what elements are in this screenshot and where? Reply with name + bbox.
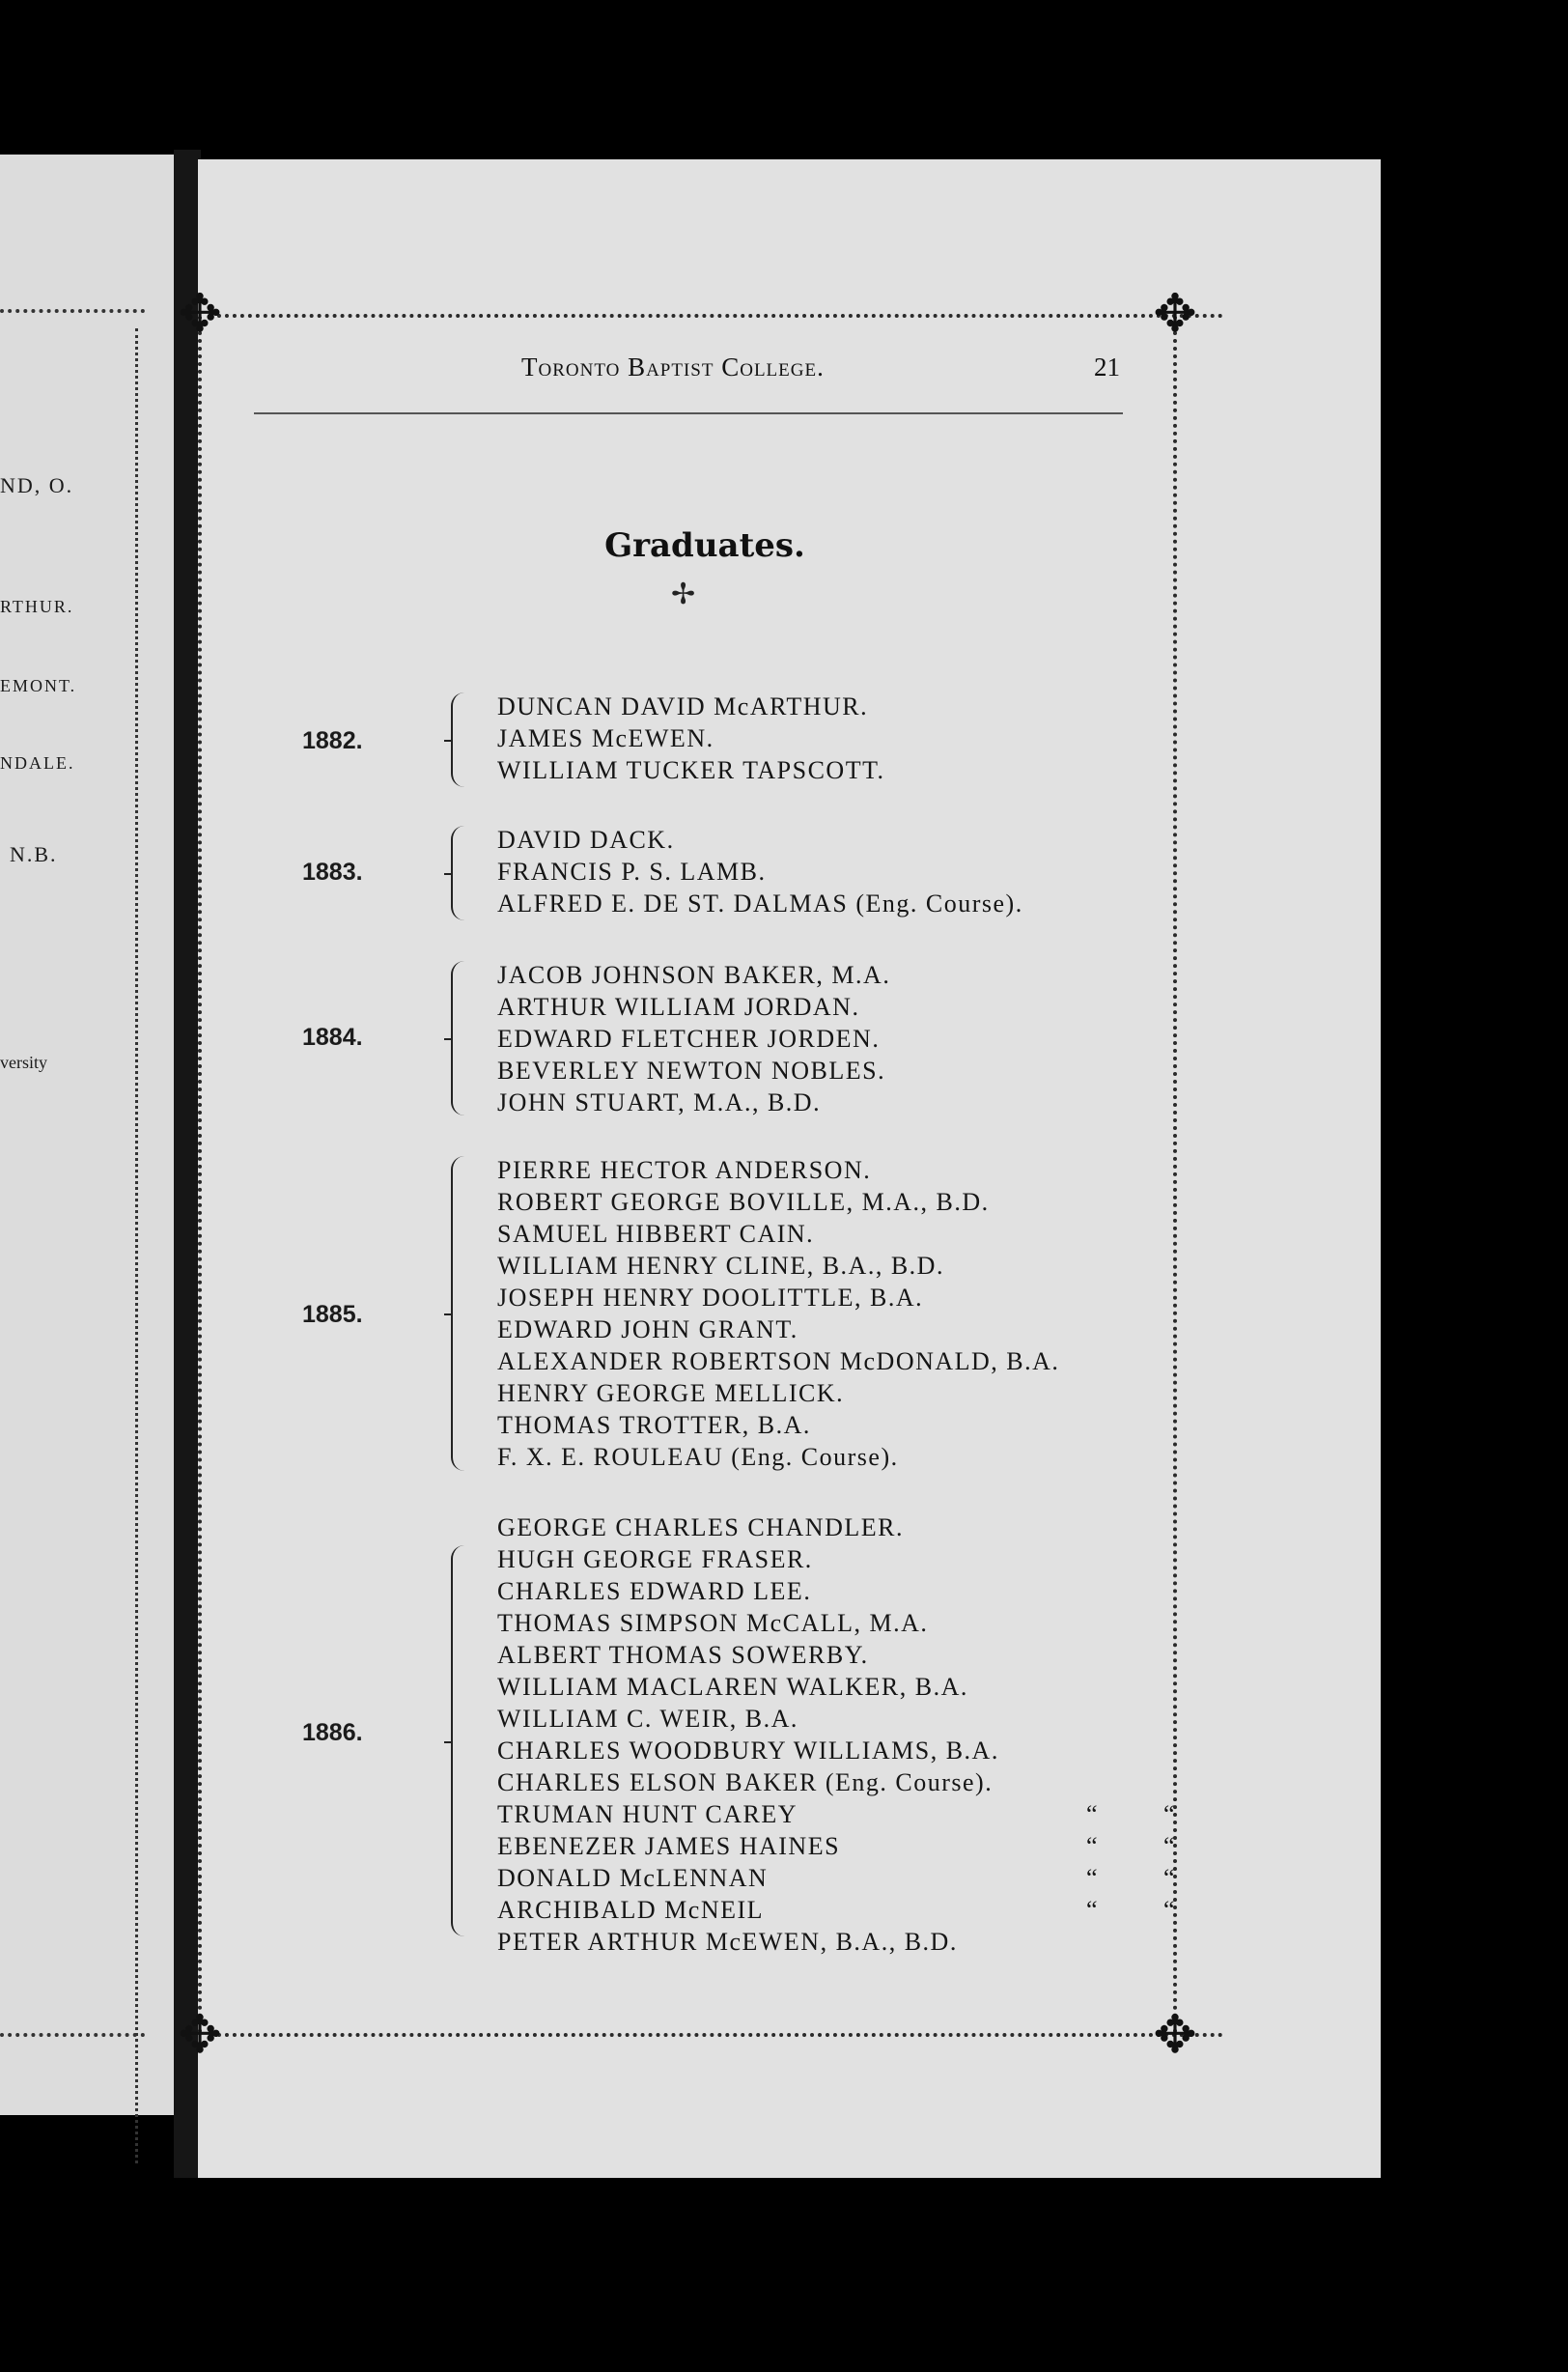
graduate-name: CHARLES WOODBURY WILLIAMS, B.A. — [497, 1737, 999, 1765]
ditto-mark: “ — [1086, 1864, 1100, 1892]
graduation-year: 1884. — [302, 1024, 363, 1051]
ditto-mark: “ — [1086, 1896, 1100, 1924]
graduate-name: ARTHUR WILLIAM JORDAN. — [497, 993, 860, 1021]
graduate-name: HENRY GEORGE MELLICK. — [497, 1379, 845, 1407]
graduate-name: PETER ARTHUR McEWEN, B.A., B.D. — [497, 1928, 958, 1956]
graduate-name: ARCHIBALD McNEIL — [497, 1896, 765, 1924]
fleuron-cross-icon: ✥ — [1153, 2006, 1197, 2064]
ditto-mark: “ — [1086, 1832, 1100, 1860]
graduate-name: DONALD McLENNAN — [497, 1864, 769, 1892]
graduate-name: ALFRED E. DE ST. DALMAS (Eng. Course). — [497, 890, 1023, 918]
facing-page-border-bottom — [0, 2033, 145, 2037]
facing-page — [0, 155, 183, 2115]
graduate-list — [497, 1154, 1059, 1473]
facing-page-border-top — [0, 309, 145, 313]
page-number: 21 — [1094, 353, 1120, 381]
group-brace — [451, 826, 470, 920]
facing-page-fragment: EMONT. — [0, 676, 77, 695]
graduate-list — [497, 691, 885, 786]
graduate-name: JOHN STUART, M.A., B.D. — [497, 1088, 822, 1116]
section-title: Graduates. — [604, 526, 805, 565]
group-brace — [451, 1545, 470, 1936]
graduate-row — [497, 1830, 1177, 1862]
ditto-mark: “ — [1163, 1832, 1177, 1860]
cross-ornament-icon: ✢ — [671, 579, 696, 610]
graduate-row — [497, 1894, 1177, 1926]
graduate-name: THOMAS TROTTER, B.A. — [497, 1411, 811, 1439]
graduate-name: FRANCIS P. S. LAMB. — [497, 858, 767, 886]
frame-border-top — [210, 314, 1223, 318]
facing-page-fragment: versity — [0, 1053, 47, 1072]
group-brace — [451, 961, 470, 1115]
running-head: Toronto Baptist College. — [521, 353, 825, 381]
fleuron-cross-icon: ✥ — [178, 2006, 222, 2064]
book-gutter — [174, 150, 201, 2178]
ditto-mark: “ — [1086, 1800, 1100, 1828]
header-rule — [254, 412, 1123, 414]
graduate-name: ALBERT THOMAS SOWERBY. — [497, 1641, 869, 1669]
ditto-mark: “ — [1163, 1864, 1177, 1892]
graduate-name: ROBERT GEORGE BOVILLE, M.A., B.D. — [497, 1188, 990, 1216]
facing-page-border-side — [135, 328, 138, 2163]
graduation-year: 1886. — [302, 1719, 363, 1746]
graduate-list — [497, 959, 890, 1118]
graduate-name: SAMUEL HIBBERT CAIN. — [497, 1220, 815, 1248]
graduate-name: TRUMAN HUNT CAREY — [497, 1800, 798, 1828]
graduate-name: EDWARD JOHN GRANT. — [497, 1315, 798, 1343]
graduate-name: EDWARD FLETCHER JORDEN. — [497, 1025, 881, 1053]
graduate-list — [497, 1511, 1177, 1958]
facing-page-fragment: RTHUR. — [0, 597, 74, 616]
facing-page-fragment: N.B. — [10, 842, 58, 866]
graduation-year: 1882. — [302, 727, 363, 754]
graduate-name: HUGH GEORGE FRASER. — [497, 1545, 813, 1573]
fleuron-cross-icon: ✥ — [178, 285, 222, 343]
ditto-mark: “ — [1163, 1896, 1177, 1924]
graduate-name: CHARLES EDWARD LEE. — [497, 1577, 812, 1605]
graduate-name: ALEXANDER ROBERTSON McDONALD, B.A. — [497, 1347, 1060, 1375]
graduate-name: CHARLES ELSON BAKER (Eng. Course). — [497, 1768, 994, 1796]
graduate-name: JAMES McEWEN. — [497, 724, 714, 752]
graduation-year: 1885. — [302, 1301, 363, 1328]
graduate-name: EBENEZER JAMES HAINES — [497, 1832, 841, 1860]
graduate-name: WILLIAM HENRY CLINE, B.A., B.D. — [497, 1252, 944, 1280]
graduate-name: DUNCAN DAVID McARTHUR. — [497, 692, 869, 720]
graduate-name: THOMAS SIMPSON McCALL, M.A. — [497, 1609, 929, 1637]
graduate-name: WILLIAM MACLAREN WALKER, B.A. — [497, 1673, 968, 1701]
graduate-name: BEVERLEY NEWTON NOBLES. — [497, 1057, 886, 1085]
graduate-name: DAVID DACK. — [497, 826, 675, 854]
group-brace — [451, 692, 470, 787]
fleuron-cross-icon: ✥ — [1153, 285, 1197, 343]
graduate-name: JACOB JOHNSON BAKER, M.A. — [497, 961, 891, 989]
graduate-row — [497, 1798, 1177, 1830]
graduate-row — [497, 1862, 1177, 1894]
ditto-mark: “ — [1163, 1800, 1177, 1828]
graduate-name: PIERRE HECTOR ANDERSON. — [497, 1156, 872, 1184]
graduate-name: F. X. E. ROULEAU (Eng. Course). — [497, 1443, 899, 1471]
graduate-name: GEORGE CHARLES CHANDLER. — [497, 1513, 904, 1541]
graduate-list — [497, 824, 1023, 919]
graduate-name: JOSEPH HENRY DOOLITTLE, B.A. — [497, 1284, 924, 1312]
frame-border-bottom — [210, 2033, 1223, 2037]
graduate-name: WILLIAM C. WEIR, B.A. — [497, 1705, 798, 1733]
graduate-name: WILLIAM TUCKER TAPSCOTT. — [497, 756, 885, 784]
facing-page-fragment: NDALE. — [0, 753, 75, 773]
frame-border-left — [198, 316, 202, 2035]
graduation-year: 1883. — [302, 859, 363, 886]
facing-page-fragment: ND, O. — [0, 473, 74, 497]
frame-border-right — [1173, 316, 1177, 2035]
group-brace — [451, 1156, 470, 1471]
document-page — [178, 159, 1381, 2178]
